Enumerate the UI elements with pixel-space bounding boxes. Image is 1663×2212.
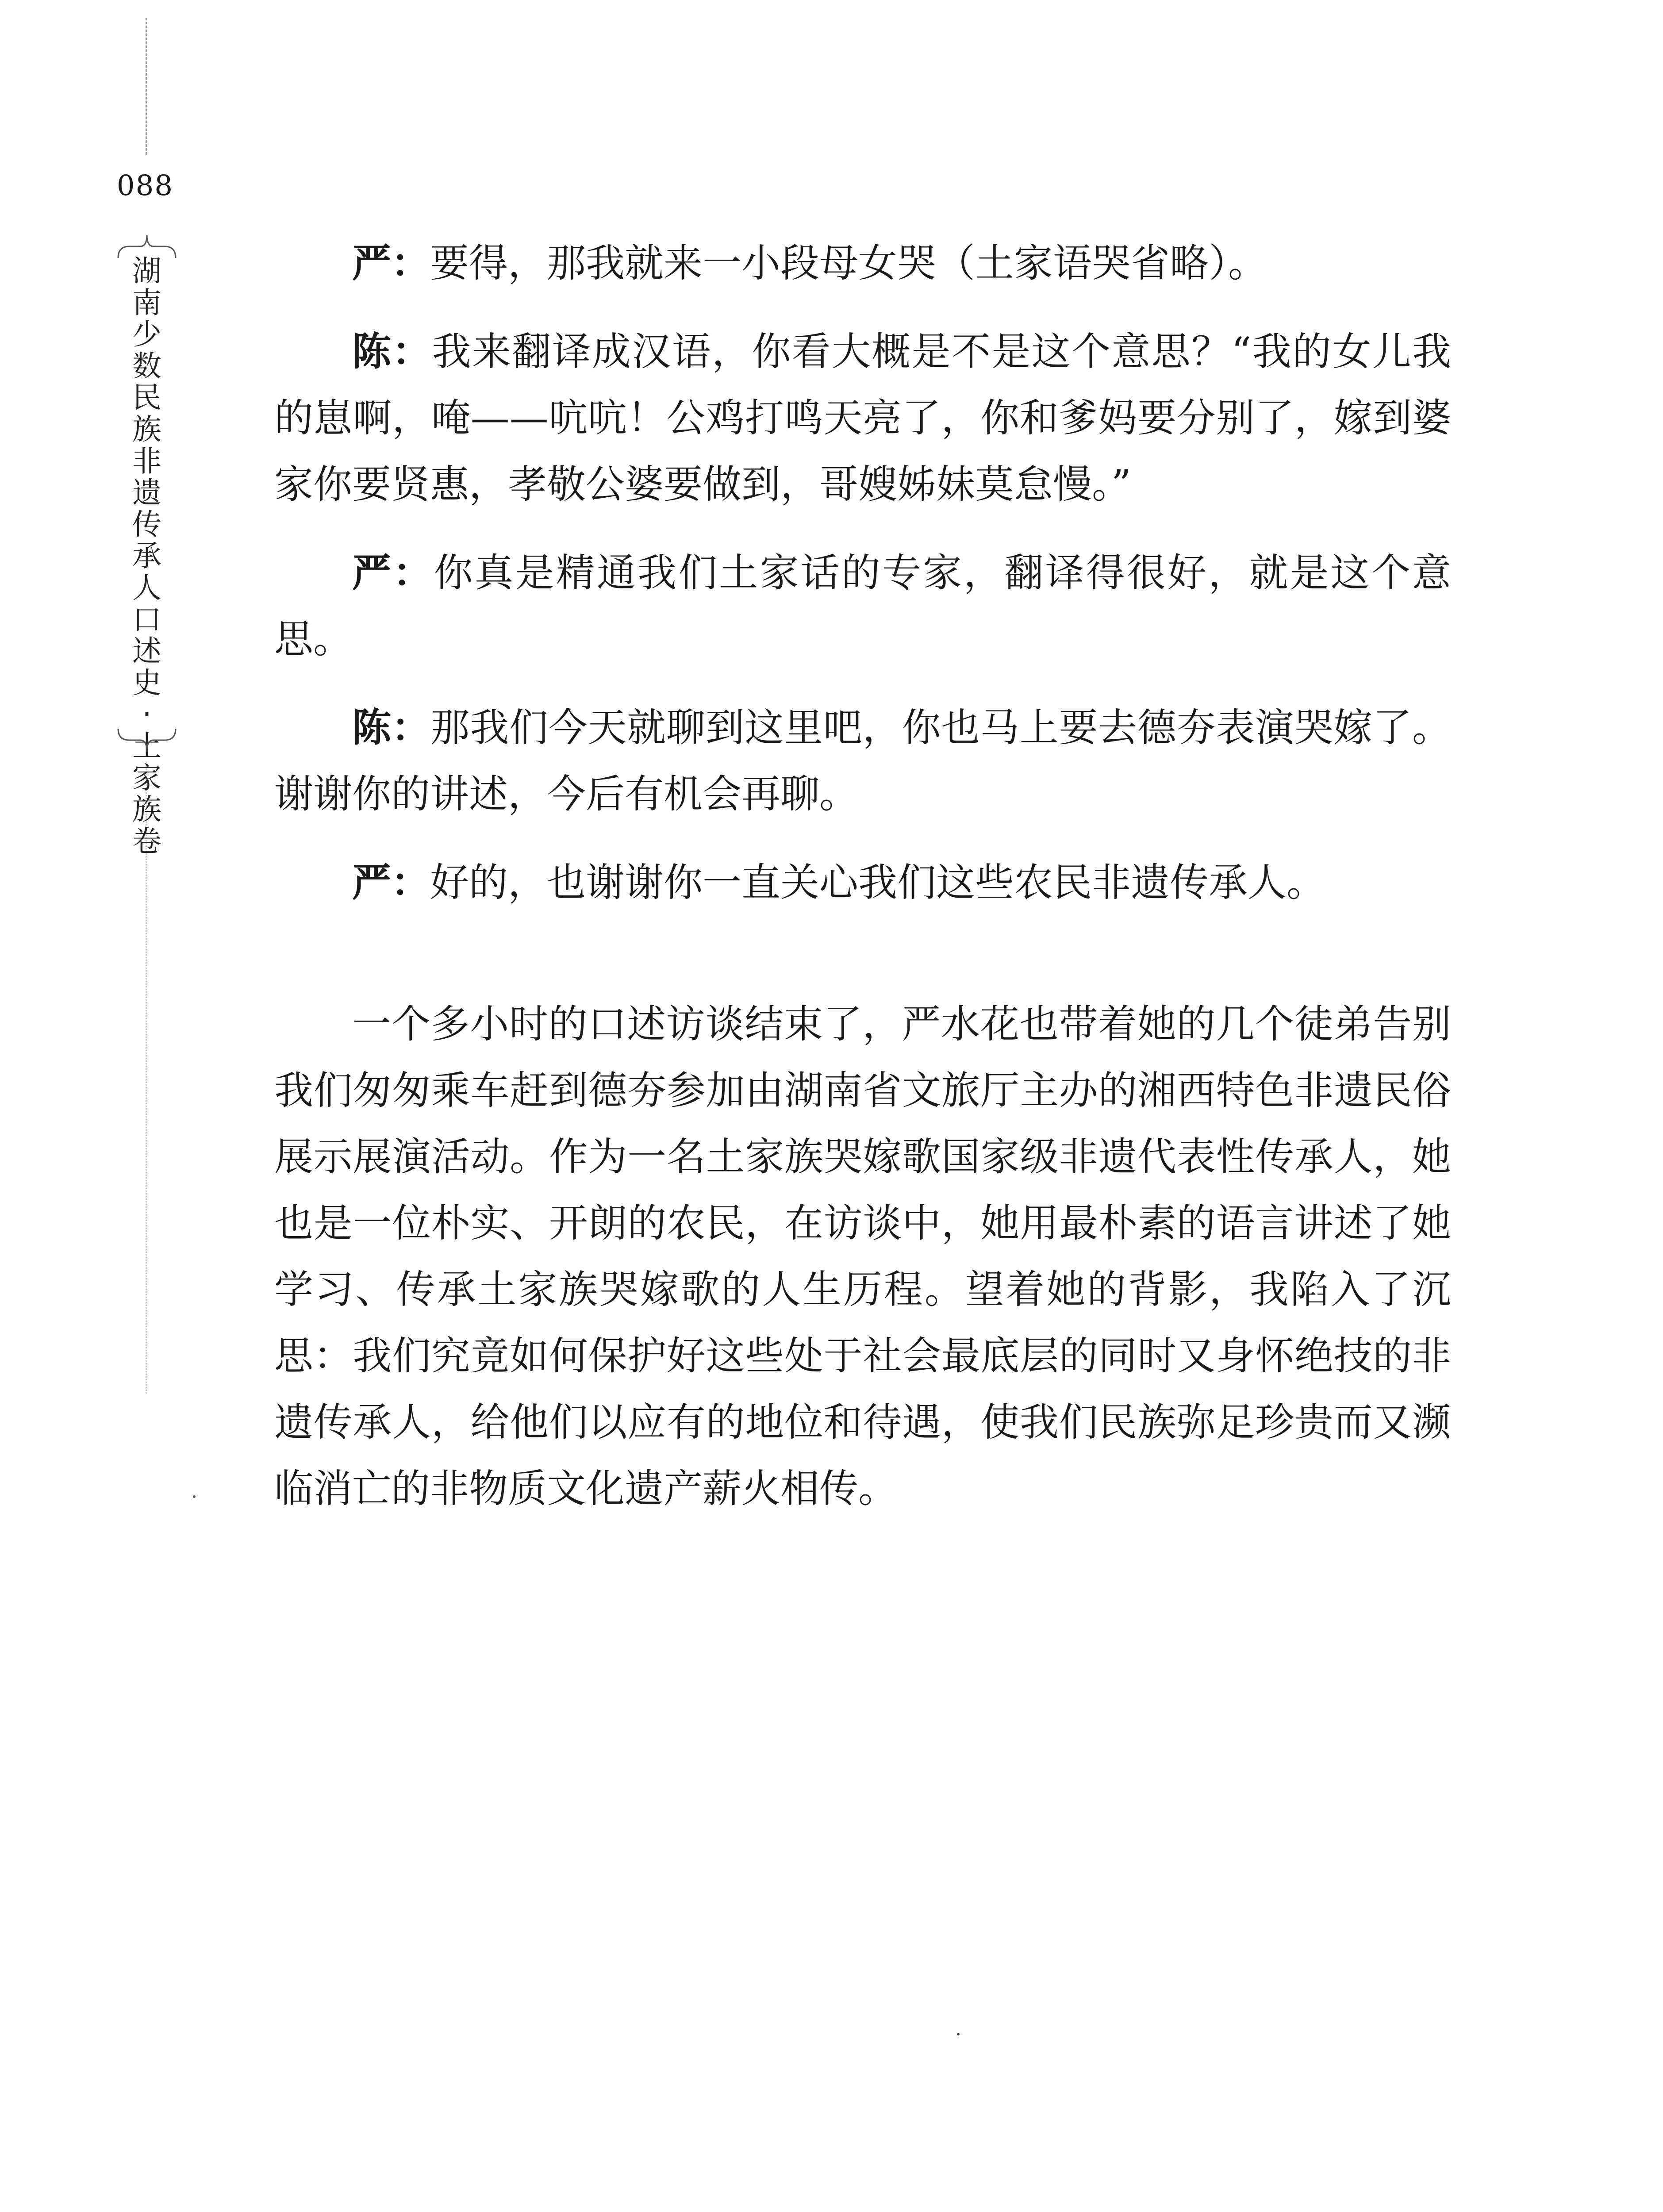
closing-narrative [274, 991, 1451, 1522]
speaker-label: 严： [352, 550, 434, 595]
dialogue-text: 你真是精通我们土家话的专家，翻译得很好，就是这个意思。 [274, 550, 1451, 662]
dialogue-line [274, 849, 1451, 916]
speaker-label: 严： [352, 860, 430, 905]
dialogue-line [274, 230, 1451, 296]
series-title-box [116, 232, 178, 858]
dialogue-text: 我来翻译成汉语，你看大概是不是这个意思？“我的女儿我的崽啊，唵——吭吭！公鸡打鸣天亮了，你和爹妈要分别了，嫁到婆家你要贤惠，孝敬公婆要做到，哥嫂姊妹莫怠慢。” [274, 329, 1451, 507]
bracket-bottom-icon [116, 728, 178, 754]
narrative-paragraph: 一个多小时的口述访谈结束了，严水花也带着她的几个徒弟告别我们匆匆乘车赶到德夯参加由湖南省文旅厅主办的湘西特色非遗民俗展示展演活动。作为一名土家族哭嫁歌国家级非遗代表性传承人，她也是一位朴实、开朗的农民，在访谈中，她用最朴素的语言讲述了她学习、传承土家族哭嫁歌的人生历程。望着她的背影，我陷入了沉思：我们究竟如何保护好这些处于社会最底层的同时又身怀绝技的非遗传承人，给他们以应有的地位和待遇，使我们民族弥足珍贵而又濒临消亡的非物质文化遗产薪火相传。 [274, 1001, 1451, 1511]
dialogue-line [274, 540, 1451, 672]
margin-rule-bottom [146, 765, 147, 1394]
dialogue-line [274, 319, 1451, 518]
dialogue-line [274, 695, 1451, 827]
print-speck [193, 1495, 196, 1498]
page-content [274, 230, 1451, 1522]
print-speck [957, 2033, 960, 2035]
series-title: 湖南少数民族非遗传承人口述史·土家族卷 [132, 254, 161, 858]
speaker-label: 陈： [352, 329, 432, 374]
dialogue-text: 好的，也谢谢你一直关心我们这些农民非遗传承人。 [430, 860, 1326, 905]
speaker-label: 陈： [352, 705, 431, 750]
speaker-label: 严： [352, 240, 430, 286]
dialogue-text: 要得，那我就来一小段母女哭（土家语哭省略）。 [430, 240, 1267, 286]
dialogue-text: 那我们今天就聊到这里吧，你也马上要去德夯表演哭嫁了。谢谢你的讲述，今后有机会再聊。 [274, 705, 1451, 817]
margin-rule-top [146, 18, 147, 155]
page-number: 088 [116, 169, 174, 202]
interview-dialogue [274, 230, 1451, 916]
